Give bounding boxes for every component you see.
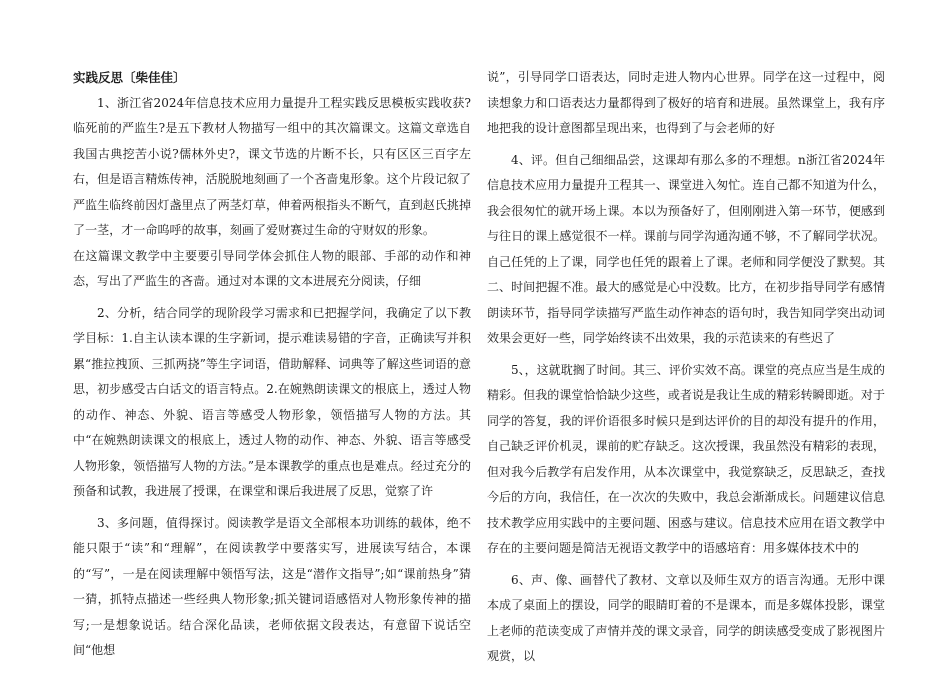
paragraph-5: 5、，这就耽搁了时间。其三、评价实效不高。课堂的亮点应当是生成的精彩。但我的课堂恰恰缺少这些，或者说是我让生成的精彩转瞬即逝。对于同学的答复，我的评价语很多时候只是到达评价的目的却没有提升的作用，自己缺乏评价机灵，课前的贮存缺乏。这次授课，我虽然没有精彩的表现，但对我今后教学有启发作用，从本次课堂中，我觉察缺乏，反思缺乏，查找今后的方向，我信任，在一次次的失败中，我总会渐渐成长。问题建议信息技术教学应用实践中的主要问题、困惑与建议。信息技术应用在语文教学中存在的主要问题是简洁无视语文教学中的语感培育：用多媒体技术中的 <box>487 362 885 555</box>
document-title: 实践反思〔柴佳佳〕 <box>73 70 186 85</box>
left-column <box>73 65 471 670</box>
paragraph-6: 6、声、像、画替代了教材、文章以及师生双方的语言沟通。无形中课本成了桌面上的摆设，同学的眼睛盯着的不是课本，而是多媒体投影，课堂上老师的范读变成了声情并茂的课文录音，同学的朗读感受变成了影视图片观赏，以 <box>487 572 885 663</box>
paragraph-1-part-b: 在这篇课文教学中主要要引导同学体会抓住人物的眼部、手部的动作和神态，写出了严监生的吝啬。通过对本课的文本进展充分阅读，仔细 <box>73 248 471 288</box>
paragraph-4: 4、评。但自己细细品尝，这课却有那么多的不理想。n浙江省2024年信息技术应用力量提升工程其一、课堂进入匆忙。连自己都不知道为什么，我会很匆忙的就开场上课。本以为预备好了，但刚刚进入第一环节，便感到与往日的课上感觉很不一样。课前与同学沟通沟通不够，不了解同学状况。自己任凭的上了课，同学也任凭的跟着上了课。老师和同学便没了默契。其二、时间把握不准。最大的感觉是心中没数。比方，在初步指导同学有感情朗读环节，指导同学读描写严监生动作神态的语句时，我告知同学突出动词效果会更好一些，同学始终读不出效果，我的示范读来的有些迟了 <box>487 152 885 345</box>
paragraph-3: 3、多问题，值得探讨。阅读教学是语文全部根本功训练的载体，绝不能只限于“读”和“理解”，在阅读教学中要落实写，进展读写结合，本课的“写”，一是在阅读理解中领悟写法，这是“潜作文指导”;如“课前热身”猜一猜，抓特点描述一些经典人物形象;抓关键词语感悟对人物形象传神的描写;一是想象说话。结合深化品读，老师依据文段表达，有意留下说话空间“他想 <box>73 515 471 657</box>
paragraph-continued: 说”，引导同学口语表达，同时走进人物内心世界。同学在这一过程中，阅读想象力和口语表达力量都得到了极好的培育和进展。虽然课堂上，我有序地把我的设计意图都呈现出来，也得到了与会老师的好 <box>487 70 885 135</box>
paragraph-2: 2、分析，结合同学的现阶段学习需求和已把握学问，我确定了以下教学目标：1.自主认读本课的生字新词，提示难读易错的字音，正确读写并积累“推拉拽顶、三抓两挠”等生字词语，借助解释、词典等了解这些词语的意思，初步感受古白话文的语言特点。2.在婉熟朗读课文的根底上，透过人物的动作、神态、外貌、语言等感受人物形象，领悟描写人物的方法。其中“在婉熟朗读课文的根底上，透过人物的动作、神态、外貌、语言等感受人物形象，领悟描写人物的方法。”是本课教学的重点也是难点。经过充分的预备和试教，我进展了授课，在课堂和课后我进展了反思，觉察了许 <box>73 305 471 498</box>
right-column <box>487 65 885 676</box>
paragraph-1-part-a: 1、浙江省2024年信息技术应用力量提升工程实践反思模板实践收获?临死前的严监生?是五下教材人物描写一组中的其次篇课文。这篇文章选自我国古典挖苦小说?儒林外史?，课文节选的片断不长，只有区区三百字左右，但是语言精炼传神，活脱脱地刻画了一个吝啬鬼形象。这个片段记叙了严监生临终前因灯盏里点了两茎灯草，伸着两根指头不断气，直到赵氏挑掉了一茎，才一命呜呼的故事，刻画了爱财赛过生命的守财奴的形象。 <box>73 95 471 237</box>
paragraph-1 <box>73 91 471 295</box>
